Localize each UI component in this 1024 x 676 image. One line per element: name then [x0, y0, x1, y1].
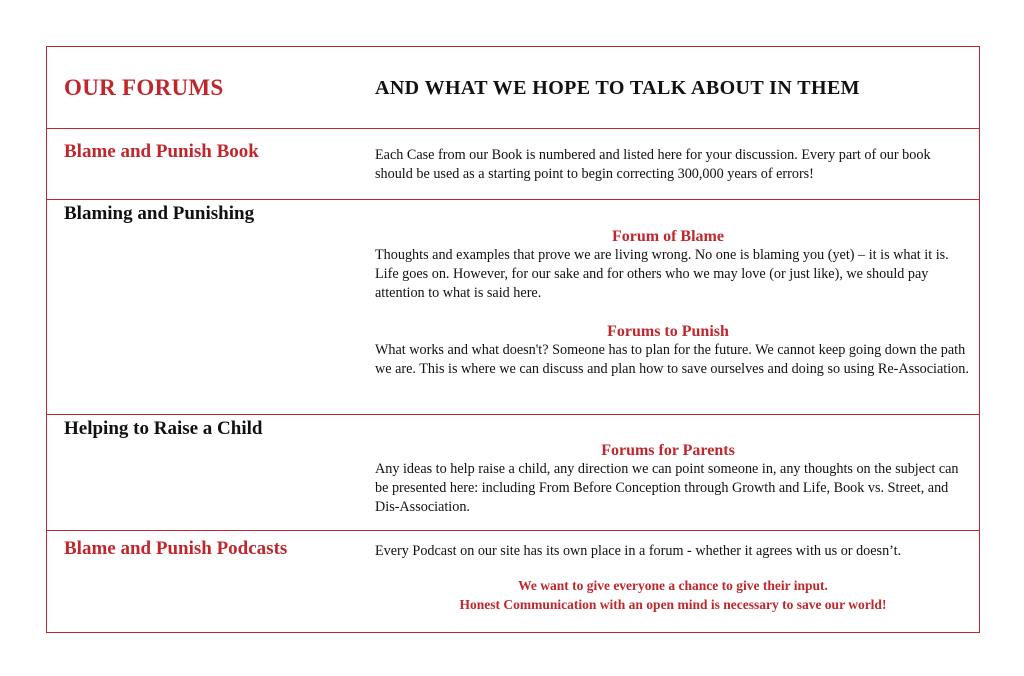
- forum-description-book: [375, 146, 971, 184]
- forums-to-punish-text: What works and what doesn't? Someone has to plan for the future. We cannot keep going down the path we are. This is where we can discuss and plan how to save ourselves and doing so using Re-Association.: [375, 342, 969, 377]
- forum-row-parents: [47, 414, 979, 530]
- header-row: [47, 47, 979, 128]
- forum-label-podcasts[interactable]: Blame and Punish Podcasts: [64, 538, 288, 559]
- closing-line-2: Honest Communication with an open mind is necessary to save our world!: [459, 597, 887, 612]
- forum-label-parents: Helping to Raise a Child: [64, 418, 263, 439]
- hope-to-talk-heading: AND WHAT WE HOPE TO TALK ABOUT IN THEM: [375, 77, 860, 99]
- forum-label-blaming: Blaming and Punishing: [64, 203, 255, 224]
- forum-of-blame-text: Thoughts and examples that prove we are living wrong. No one is blaming you (yet) – it is what it is. Life goes on. However, for our sake and for others who we may love (or just like), we should pay attention to what is said here.: [375, 247, 949, 301]
- our-forums-heading: OUR FORUMS: [64, 75, 224, 100]
- forum-row-blaming: [47, 199, 979, 414]
- forum-row-podcasts: [47, 530, 979, 632]
- forums-for-parents-text: Any ideas to help raise a child, any direction we can point someone in, any thoughts on the subject can be presented here: including From Before Conception through Growth and Life, Book vs. Street, and Dis-Association.: [375, 461, 959, 515]
- forums-for-parents-title[interactable]: Forums for Parents: [601, 442, 735, 459]
- forum-label-book[interactable]: Blame and Punish Book: [64, 141, 259, 162]
- forum-description-podcasts: [375, 542, 971, 561]
- forum-text-podcasts: Every Podcast on our site has its own place in a forum - whether it agrees with us or doesn’t.: [375, 543, 902, 559]
- closing-message: [375, 576, 971, 614]
- closing-line-1: We want to give everyone a chance to give their input.: [518, 578, 828, 593]
- forum-text-book: Each Case from our Book is numbered and listed here for your discussion. Every part of our book should be used as a starting point to begin correcting 300,000 years of errors!: [375, 147, 931, 182]
- forum-description-parents: [375, 441, 971, 517]
- forums-to-punish-title[interactable]: Forums to Punish: [607, 323, 729, 340]
- forum-row-book: [47, 128, 979, 199]
- forums-table: [46, 46, 980, 633]
- forum-description-blaming: [375, 227, 971, 379]
- forum-of-blame-title[interactable]: Forum of Blame: [612, 228, 724, 245]
